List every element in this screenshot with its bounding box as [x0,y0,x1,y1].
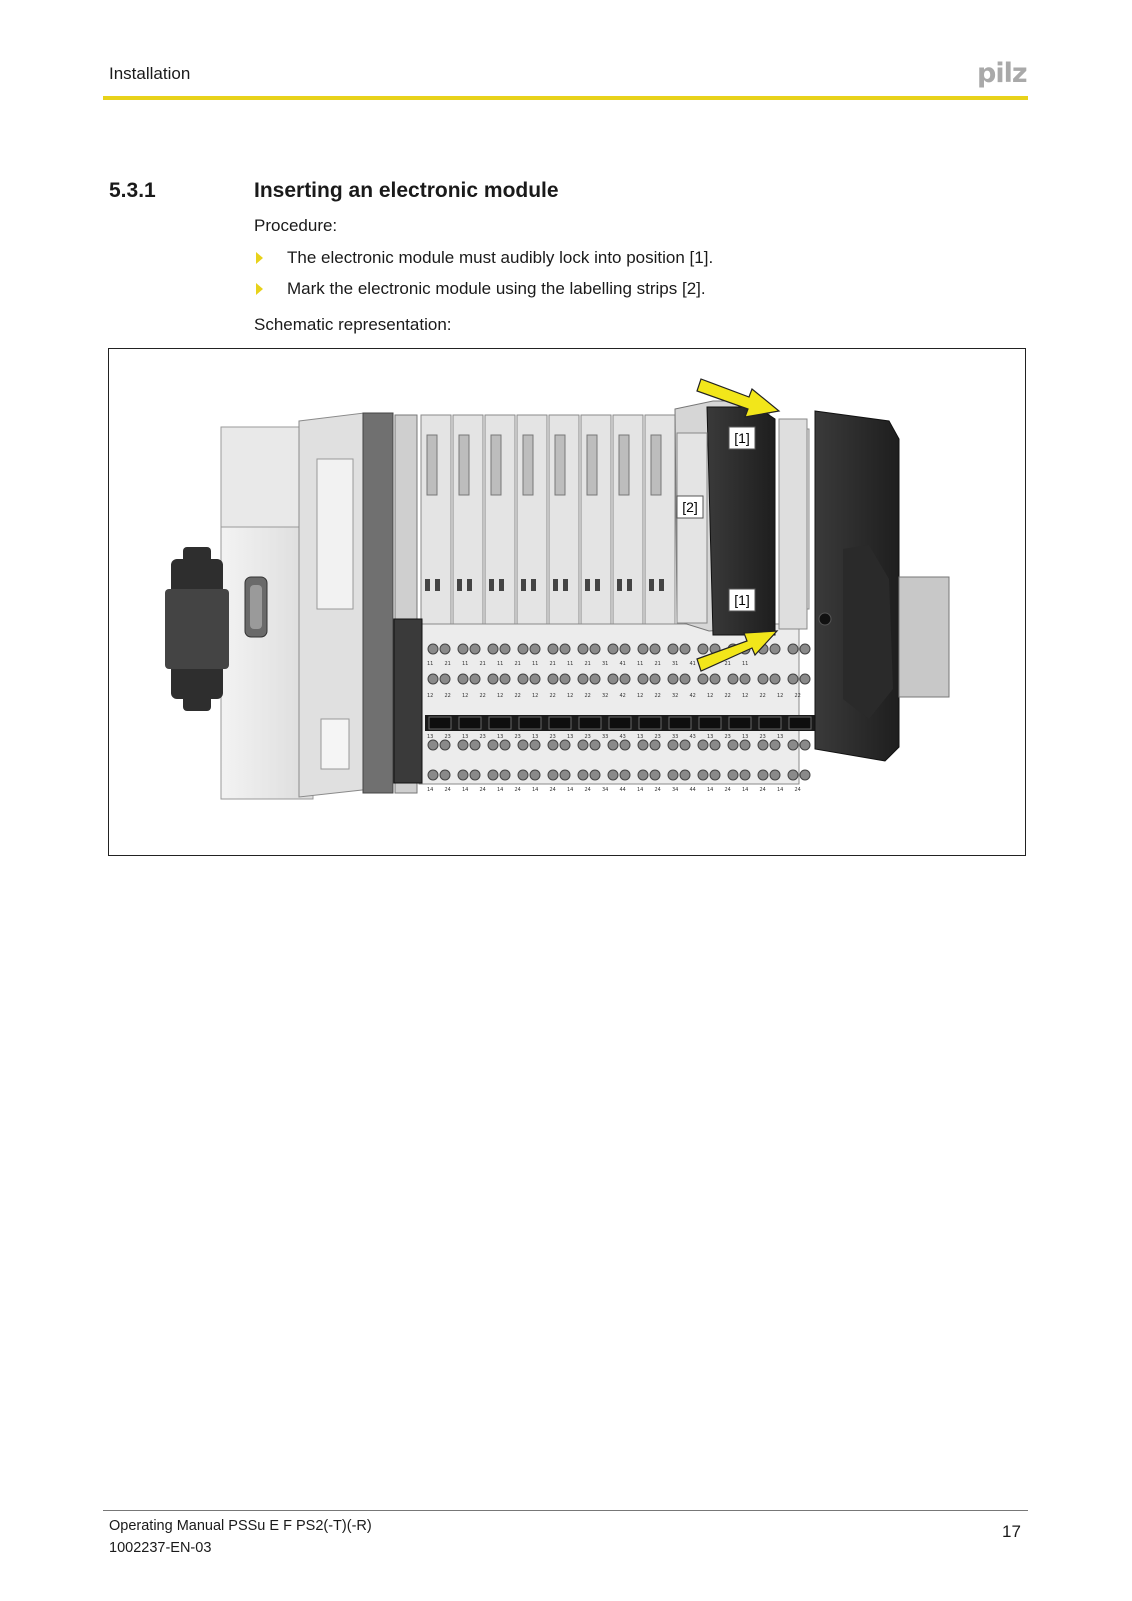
terminal-label: 22 [759,693,766,699]
terminal-contact [788,674,798,684]
terminal-contact [788,740,798,750]
io-slot-contact [489,579,494,591]
terminal-label: 21 [514,661,521,667]
terminal-label: 11 [427,661,434,667]
terminal-contact [470,674,480,684]
terminal-contact [518,740,528,750]
terminal-contact [608,740,618,750]
terminal-contact [560,770,570,780]
terminal-contact [458,674,468,684]
terminal-contact [638,740,648,750]
terminal-contact [458,644,468,654]
terminal-contact [530,674,540,684]
terminal-label: 14 [777,787,784,793]
terminal-contact [668,644,678,654]
callout-1-bottom [729,589,755,611]
terminal-label: 11 [532,661,539,667]
terminal-contact [590,740,600,750]
terminal-label: 23 [724,734,731,740]
io-slot-latch [619,435,629,495]
terminal-contact [620,740,630,750]
procedure-label: Procedure: [254,216,338,235]
terminal-label: 24 [724,787,731,793]
terminal-contact [620,770,630,780]
terminal-contact [758,770,768,780]
io-slot-latch [555,435,565,495]
terminal-contact [650,644,660,654]
terminal-label: 14 [427,787,434,793]
terminal-contact [680,674,690,684]
terminal-contact [800,674,810,684]
terminal-label: 13 [427,734,434,740]
terminal-slot [519,717,541,729]
terminal-contact [770,674,780,684]
terminal-contact [590,644,600,654]
terminal-contact [560,674,570,684]
terminal-label: 24 [794,787,801,793]
terminal-label: 34 [602,787,609,793]
terminal-label: 22 [654,693,661,699]
terminal-label: 13 [462,734,469,740]
terminal-label: 44 [619,787,626,793]
io-slot-contact [467,579,472,591]
terminal-contact [470,644,480,654]
terminal-slot [639,717,661,729]
terminal-contact [590,674,600,684]
terminal-contact [728,770,738,780]
terminal-slot [699,717,721,729]
terminal-contact [788,770,798,780]
terminal-contact [638,674,648,684]
terminal-contact [710,674,720,684]
terminal-contact [608,644,618,654]
terminal-slot [429,717,451,729]
terminal-contact [770,770,780,780]
separator-module [363,413,393,793]
head-module [299,413,371,797]
footer-rule [103,1510,1028,1511]
terminal-label: 23 [759,734,766,740]
terminal-label: 12 [777,693,784,699]
terminal-label: 14 [742,787,749,793]
terminal-label: 14 [497,787,504,793]
terminal-slot [759,717,781,729]
terminal-contact [638,770,648,780]
io-slot-contact [553,579,558,591]
terminal-contact [698,770,708,780]
terminal-contact [668,770,678,780]
schematic-figure [108,348,1026,856]
terminal-label: 13 [567,734,574,740]
terminal-label: 12 [567,693,574,699]
page-number: 17 [1002,1522,1021,1541]
terminal-label: 41 [689,661,696,667]
section-number: 5.3.1 [109,179,156,202]
terminal-contact [488,770,498,780]
terminal-contact [740,740,750,750]
terminal-contact [440,770,450,780]
terminal-label: 14 [532,787,539,793]
terminal-label: 12 [707,693,714,699]
terminal-contact [518,770,528,780]
terminal-contact [530,740,540,750]
io-slot-contact [457,579,462,591]
terminal-contact [530,770,540,780]
terminal-contact [770,644,780,654]
terminal-label: 42 [619,693,626,699]
terminal-contact [698,644,708,654]
terminal-contact [740,770,750,780]
terminal-slot [459,717,481,729]
end-bracket [779,411,949,761]
terminal-label: 34 [672,787,679,793]
io-slot-contact [563,579,568,591]
terminal-contact [620,644,630,654]
terminal-label: 42 [689,693,696,699]
terminal-slot [609,717,631,729]
terminal-contact [470,770,480,780]
terminal-contact [530,644,540,654]
terminal-contact [560,740,570,750]
terminal-label: 14 [567,787,574,793]
callout-2 [677,496,703,518]
terminal-contact [458,740,468,750]
terminal-contact [500,674,510,684]
terminal-contact [518,644,528,654]
terminal-contact [680,740,690,750]
io-slot-contact [521,579,526,591]
callout-1-bottom-text: [1] [734,592,750,608]
terminal-label: 24 [514,787,521,793]
terminal-contact [548,674,558,684]
terminal-contact [650,740,660,750]
terminal-contact [548,644,558,654]
terminal-label: 33 [602,734,609,740]
terminal-label: 23 [444,734,451,740]
terminal-contact [488,740,498,750]
terminal-label: 21 [444,661,451,667]
terminal-label: 12 [637,693,644,699]
terminal-contact [428,674,438,684]
io-slot-contact [425,579,430,591]
section-title: Inserting an electronic module [254,179,559,202]
terminal-label: 22 [584,693,591,699]
terminal-label: 12 [427,693,434,699]
terminal-contact [668,740,678,750]
terminal-label: 11 [567,661,574,667]
terminal-label: 24 [759,787,766,793]
terminal-contact [728,740,738,750]
footer-manual-title: Operating Manual PSSu E F PS2(-T)(-R) [109,1518,372,1534]
terminal-contact [470,740,480,750]
terminal-label: 12 [462,693,469,699]
terminal-label: 13 [707,734,714,740]
terminal-contact [578,644,588,654]
terminal-label: 21 [584,661,591,667]
header-title: Installation [109,64,191,83]
terminal-label: 24 [479,787,486,793]
bullet-arrow-icon [256,252,263,264]
pilz-logo: pilz [977,58,1027,89]
figure-caption: Schematic representation: [254,315,452,334]
footer-doc-number: 1002237-EN-03 [109,1540,212,1556]
io-slot-latch [459,435,469,495]
step-1: The electronic module must audibly lock into position [1]. [287,248,714,267]
terminal-label: 22 [549,693,556,699]
terminal-slot [789,717,811,729]
terminal-label: 31 [602,661,609,667]
terminal-contact [668,674,678,684]
terminal-contact [548,770,558,780]
terminal-contact [740,674,750,684]
terminal-contact [710,770,720,780]
callout-2-text: [2] [682,499,698,515]
terminal-contact [440,644,450,654]
terminal-slot [549,717,571,729]
terminal-label: 21 [654,661,661,667]
terminal-label: 11 [462,661,469,667]
terminal-contact [680,644,690,654]
terminal-contact [548,740,558,750]
io-slot-contact [499,579,504,591]
terminal-slot [489,717,511,729]
bullet-arrow-icon [256,283,263,295]
terminal-contact [578,740,588,750]
sub-d-connector [245,577,267,637]
header-rule [103,96,1028,100]
terminal-contact [758,674,768,684]
terminal-contact [428,644,438,654]
terminal-contact [680,770,690,780]
terminal-label: 13 [777,734,784,740]
terminal-contact [428,770,438,780]
terminal-label: 22 [514,693,521,699]
terminal-contact [500,644,510,654]
terminal-label: 43 [689,734,696,740]
terminal-label: 14 [707,787,714,793]
terminal-contact [440,674,450,684]
left-connector [165,547,229,711]
terminal-label: 23 [549,734,556,740]
terminal-contact [440,740,450,750]
io-slot-contact [595,579,600,591]
terminal-contact [650,674,660,684]
terminal-label: 21 [479,661,486,667]
terminal-contact [728,674,738,684]
terminal-label: 22 [479,693,486,699]
terminal-label: 23 [584,734,591,740]
terminal-contact [800,644,810,654]
io-slot-contact [435,579,440,591]
terminal-contact [710,740,720,750]
terminal-label: 24 [584,787,591,793]
terminal-label: 21 [724,661,731,667]
terminal-label: 43 [619,734,626,740]
terminal-contact [458,770,468,780]
terminal-contact [638,644,648,654]
terminal-contact [608,674,618,684]
terminal-contact [770,740,780,750]
terminal-label: 13 [637,734,644,740]
terminal-contact [560,644,570,654]
io-slot-contact [617,579,622,591]
callout-1-top-text: [1] [734,430,750,446]
terminal-label: 22 [794,693,801,699]
terminal-contact [488,674,498,684]
terminal-label: 11 [497,661,504,667]
terminal-label: 44 [689,787,696,793]
terminal-label: 33 [672,734,679,740]
terminal-label: 23 [654,734,661,740]
io-slot-latch [651,435,661,495]
io-slot-latch [523,435,533,495]
terminal-contact [788,644,798,654]
terminal-contact [608,770,618,780]
io-slot-latch [491,435,501,495]
terminal-label: 13 [532,734,539,740]
terminal-label: 22 [444,693,451,699]
terminal-slot [729,717,751,729]
terminal-contact [518,674,528,684]
io-slot-latch [587,435,597,495]
terminal-label: 32 [602,693,609,699]
terminal-slot [579,717,601,729]
terminal-contact [800,770,810,780]
terminal-contact [590,770,600,780]
terminal-label: 11 [742,661,749,667]
terminal-contact [698,674,708,684]
terminal-label: 24 [654,787,661,793]
schematic-drawing [109,349,1025,855]
terminal-label: 32 [672,693,679,699]
terminal-contact [620,674,630,684]
terminal-contact [800,740,810,750]
io-slot-contact [649,579,654,591]
io-slot-contact [531,579,536,591]
terminal-slot [669,717,691,729]
supply-terminal [394,619,422,783]
terminal-label: 12 [742,693,749,699]
terminal-label: 24 [444,787,451,793]
terminal-contact [578,770,588,780]
terminal-label: 41 [619,661,626,667]
io-slot-contact [627,579,632,591]
terminal-label: 12 [532,693,539,699]
terminal-label: 23 [479,734,486,740]
callout-1-top [729,427,755,449]
io-slot-contact [659,579,664,591]
io-slot-contact [585,579,590,591]
terminal-label: 13 [497,734,504,740]
io-slot-latch [427,435,437,495]
terminal-label: 22 [724,693,731,699]
terminal-label: 11 [637,661,644,667]
terminal-label: 21 [549,661,556,667]
terminal-label: 24 [549,787,556,793]
step-2: Mark the electronic module using the labelling strips [2]. [287,279,706,298]
terminal-contact [578,674,588,684]
terminal-contact [650,770,660,780]
terminal-contact [698,740,708,750]
terminal-label: 13 [742,734,749,740]
terminal-label: 23 [514,734,521,740]
terminal-contact [758,740,768,750]
terminal-label: 31 [672,661,679,667]
terminal-label: 14 [637,787,644,793]
terminal-contact [500,770,510,780]
terminal-contact [428,740,438,750]
terminal-contact [488,644,498,654]
terminal-label: 12 [497,693,504,699]
terminal-contact [500,740,510,750]
terminal-label: 14 [462,787,469,793]
